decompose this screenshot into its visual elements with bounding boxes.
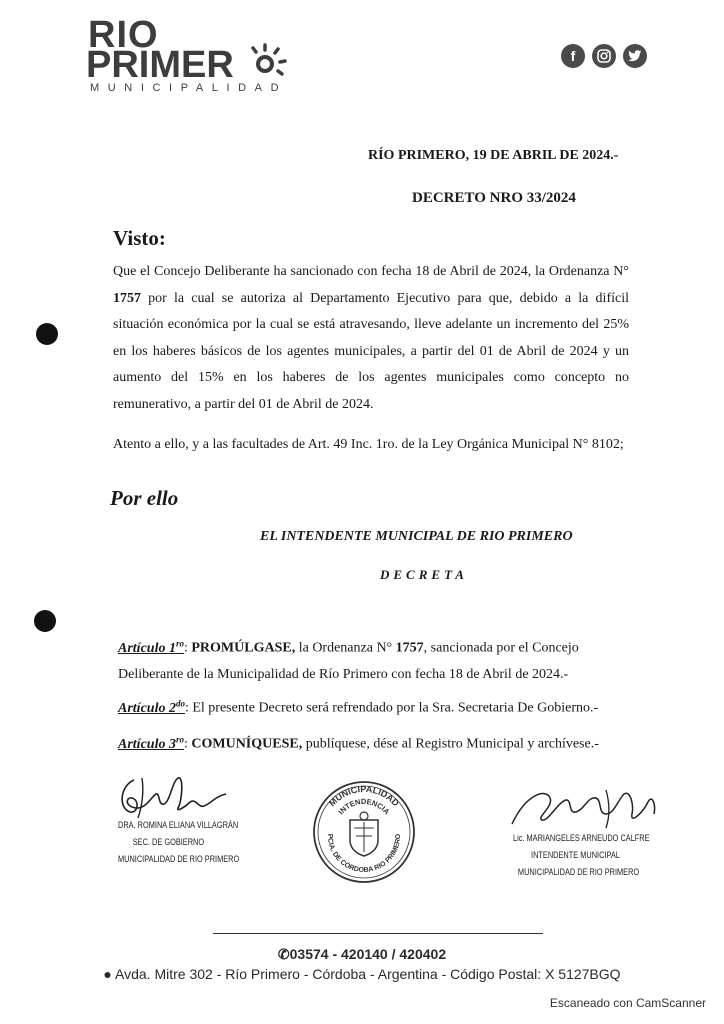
- footer-address: ● Avda. Mitre 302 - Río Primero - Córdoba - Argentina - Código Postal: X 5127BGQ: [103, 966, 621, 982]
- right-signer-org: MUNICIPALIDAD DE RIO PRIMERO: [517, 867, 640, 877]
- phone-icon: ✆: [277, 946, 290, 962]
- right-signature-scribble: [506, 784, 666, 834]
- footer-phone: ✆03574 - 420140 / 420402: [277, 946, 447, 962]
- document-date: RÍO PRIMERO, 19 DE ABRIL DE 2024.-: [368, 148, 619, 163]
- visto-heading: Visto:: [113, 226, 166, 250]
- article-2: Artículo $2^{do}$: El presente Decreto será refrendado por la Sra. Secretaria De Gobierno.-: [118, 698, 599, 716]
- punch-hole: [34, 610, 56, 632]
- intendente-heading: EL INTENDENTE MUNICIPAL DE RIO PRIMERO: [260, 529, 573, 544]
- article-2-label: Artículo $2^{do}$: [118, 698, 185, 716]
- footer-divider: [213, 933, 543, 934]
- stamp-sub-text: INTENDENCIA: [336, 796, 392, 817]
- municipal-stamp: [310, 778, 418, 886]
- decree-number: DECRETO NRO 33/2024: [412, 190, 576, 206]
- instagram-icon: [592, 44, 616, 68]
- right-signer-name: Lic. MARIANGELES ARNEUDO CALFRE: [513, 833, 650, 843]
- left-signature-block: [118, 817, 266, 868]
- logo-subtitle: MUNICIPALIDAD: [90, 82, 288, 94]
- decreta-heading: DECRETA: [380, 567, 468, 582]
- left-signer-org: MUNICIPALIDAD DE RIO PRIMERO: [118, 854, 240, 864]
- stamp-top-text: MUNICIPALIDAD: [326, 783, 402, 809]
- article-1-label: Artículo $1^{ro}$: [118, 638, 184, 656]
- location-pin-icon: ●: [103, 966, 112, 982]
- por-ello-heading: Por ello: [110, 486, 179, 510]
- facebook-icon: f: [561, 44, 585, 68]
- stamp-bottom-text: PCIA. DE CÓRDOBA RIO PRIMERO: [325, 833, 403, 875]
- right-signer-title: INTENDENTE MUNICIPAL: [531, 850, 620, 860]
- article-1: Artículo $1^{ro}$: PROMÚLGASE, la Ordenanza N° 1757, sancionada por el Concejo Deliberante de la Municipalidad de Río Primero con fecha 18 de Abril de 2024.-: [118, 638, 579, 682]
- right-signature-block: [513, 830, 680, 881]
- left-signature-scribble: [112, 772, 232, 822]
- atento-paragraph: Atento a ello, y a las facultades de Art. 49 Inc. 1ro. de la Ley Orgánica Municipal N° 8102;: [113, 437, 624, 452]
- article-3: Artículo $3^{ro}$: COMUNÍQUESE, publíquese, dése al Registro Municipal y archívese.-: [118, 734, 599, 752]
- left-signer-title: SEC. DE GOBIERNO: [132, 837, 205, 847]
- visto-paragraph: Que el Concejo Deliberante ha sancionado con fecha 18 de Abril de 2024, la Ordenanza N° 1757 por la cual se autoriza al Departamento Ejecutivo para que, debido a la difícil situación económica por la cual se está atravesando, lleve adelante un incremento del 25% en los haberes básicos de los agentes municipales, a partir del 01 de Abril de 2024 y un aumento del 15% en los haberes de los agentes municipales como concepto no remunerativo, a partir del 01 de Abril de 2024.: [113, 264, 629, 412]
- article-3-label: Artículo $3^{ro}$: [118, 734, 184, 752]
- twitter-icon: [623, 44, 647, 68]
- punch-hole: [36, 323, 58, 345]
- logo-text-primer: PRIMER: [86, 44, 234, 86]
- logo-sun-icon: [245, 38, 293, 86]
- left-signer-name: DRA. ROMINA ELIANA VILLAGRÁN: [118, 820, 239, 830]
- logo-text-rio: RIO: [88, 14, 159, 56]
- scanner-watermark: Escaneado con CamScanner: [549, 996, 706, 1010]
